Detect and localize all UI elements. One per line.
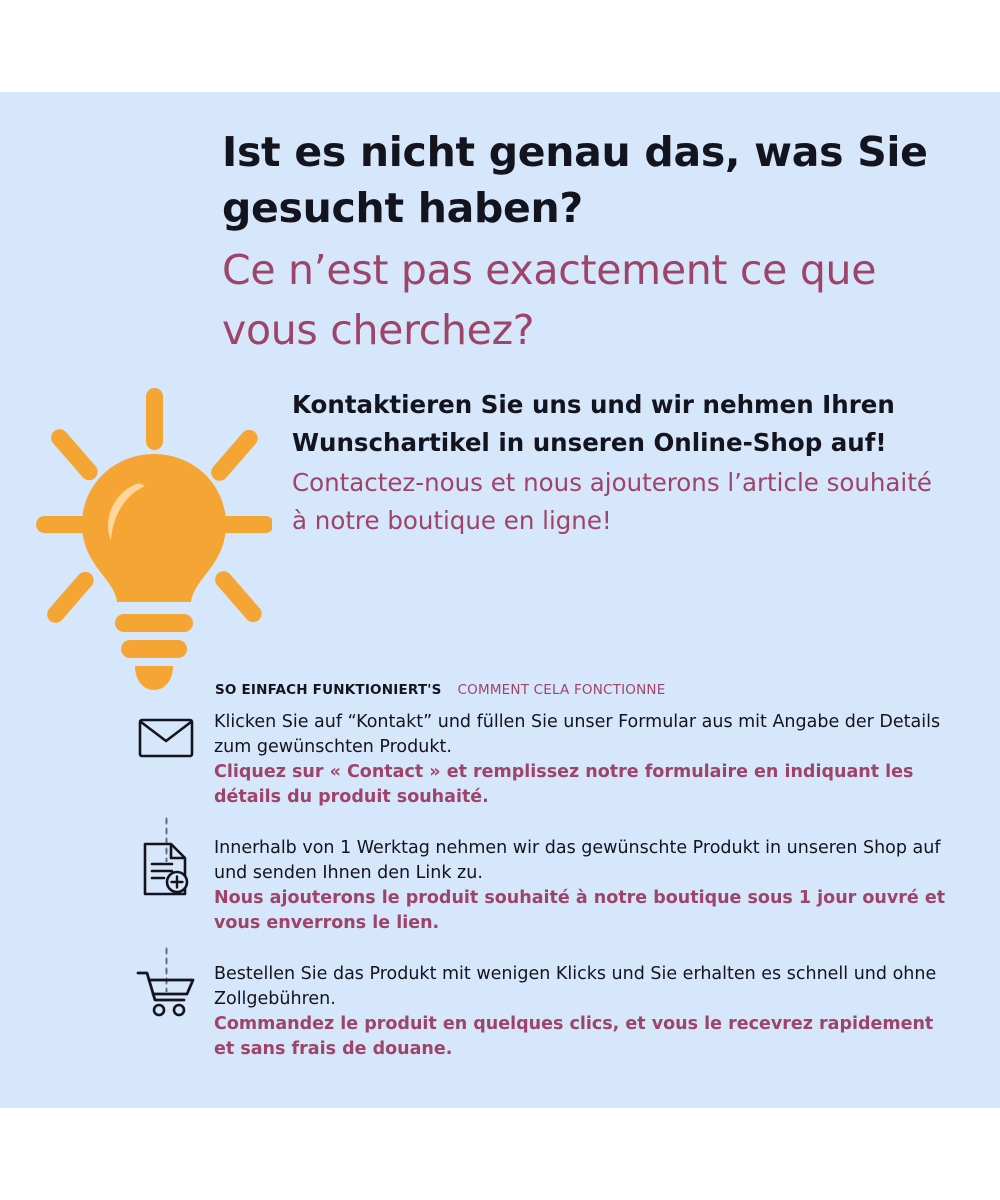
steps-heading-de: SO EINFACH FUNKTIONIERT'S: [215, 682, 442, 698]
headline-fr: Ce n’est pas exactement ce que vous cherchez?: [222, 246, 877, 354]
step-de: Klicken Sie auf “Kontakt” und füllen Sie unser Formular aus mit Angabe der Details zum gewünschten Produkt.: [214, 712, 941, 757]
list-item: [118, 962, 958, 1066]
headline-block: [222, 124, 952, 360]
document-add-icon: [118, 836, 214, 896]
intro-fr: Contactez-nous et nous ajouterons l’article souhaité à notre boutique en ligne!: [292, 468, 932, 535]
envelope-icon: [118, 710, 214, 760]
shopping-cart-icon: [118, 962, 214, 1018]
list-item: [118, 710, 958, 814]
headline-de: Ist es nicht genau das, was Sie gesucht haben?: [222, 128, 928, 232]
intro-de: Kontaktieren Sie uns und wir nehmen Ihren Wunschartikel in unseren Online-Shop auf!: [292, 390, 895, 457]
step-fr: Cliquez sur « Contact » et remplissez notre formulaire en indiquant les détails du produit souhaité.: [214, 762, 914, 807]
step-fr: Commandez le produit en quelques clics, et vous le recevrez rapidement et sans frais de douane.: [214, 1014, 934, 1059]
step-text: [214, 836, 958, 936]
steps-heading-fr: COMMENT CELA FONCTIONNE: [457, 682, 666, 698]
list-item: [118, 836, 958, 940]
content-panel: [0, 92, 1000, 1108]
steps-list: [118, 710, 958, 1066]
step-de: Bestellen Sie das Produkt mit wenigen Klicks und Sie erhalten es schnell und ohne Zollgebühren.: [214, 964, 937, 1009]
step-de: Innerhalb von 1 Werktag nehmen wir das gewünschte Produkt in unseren Shop auf und senden Ihnen den Link zu.: [214, 838, 941, 883]
step-text: [214, 962, 958, 1062]
step-fr: Nous ajouterons le produit souhaité à notre boutique sous 1 jour ouvré et vous enverrons le lien.: [214, 888, 946, 933]
lightbulb-icon: [36, 388, 272, 718]
steps-heading: [215, 682, 665, 698]
intro-block: [292, 386, 952, 540]
step-text: [214, 710, 958, 810]
